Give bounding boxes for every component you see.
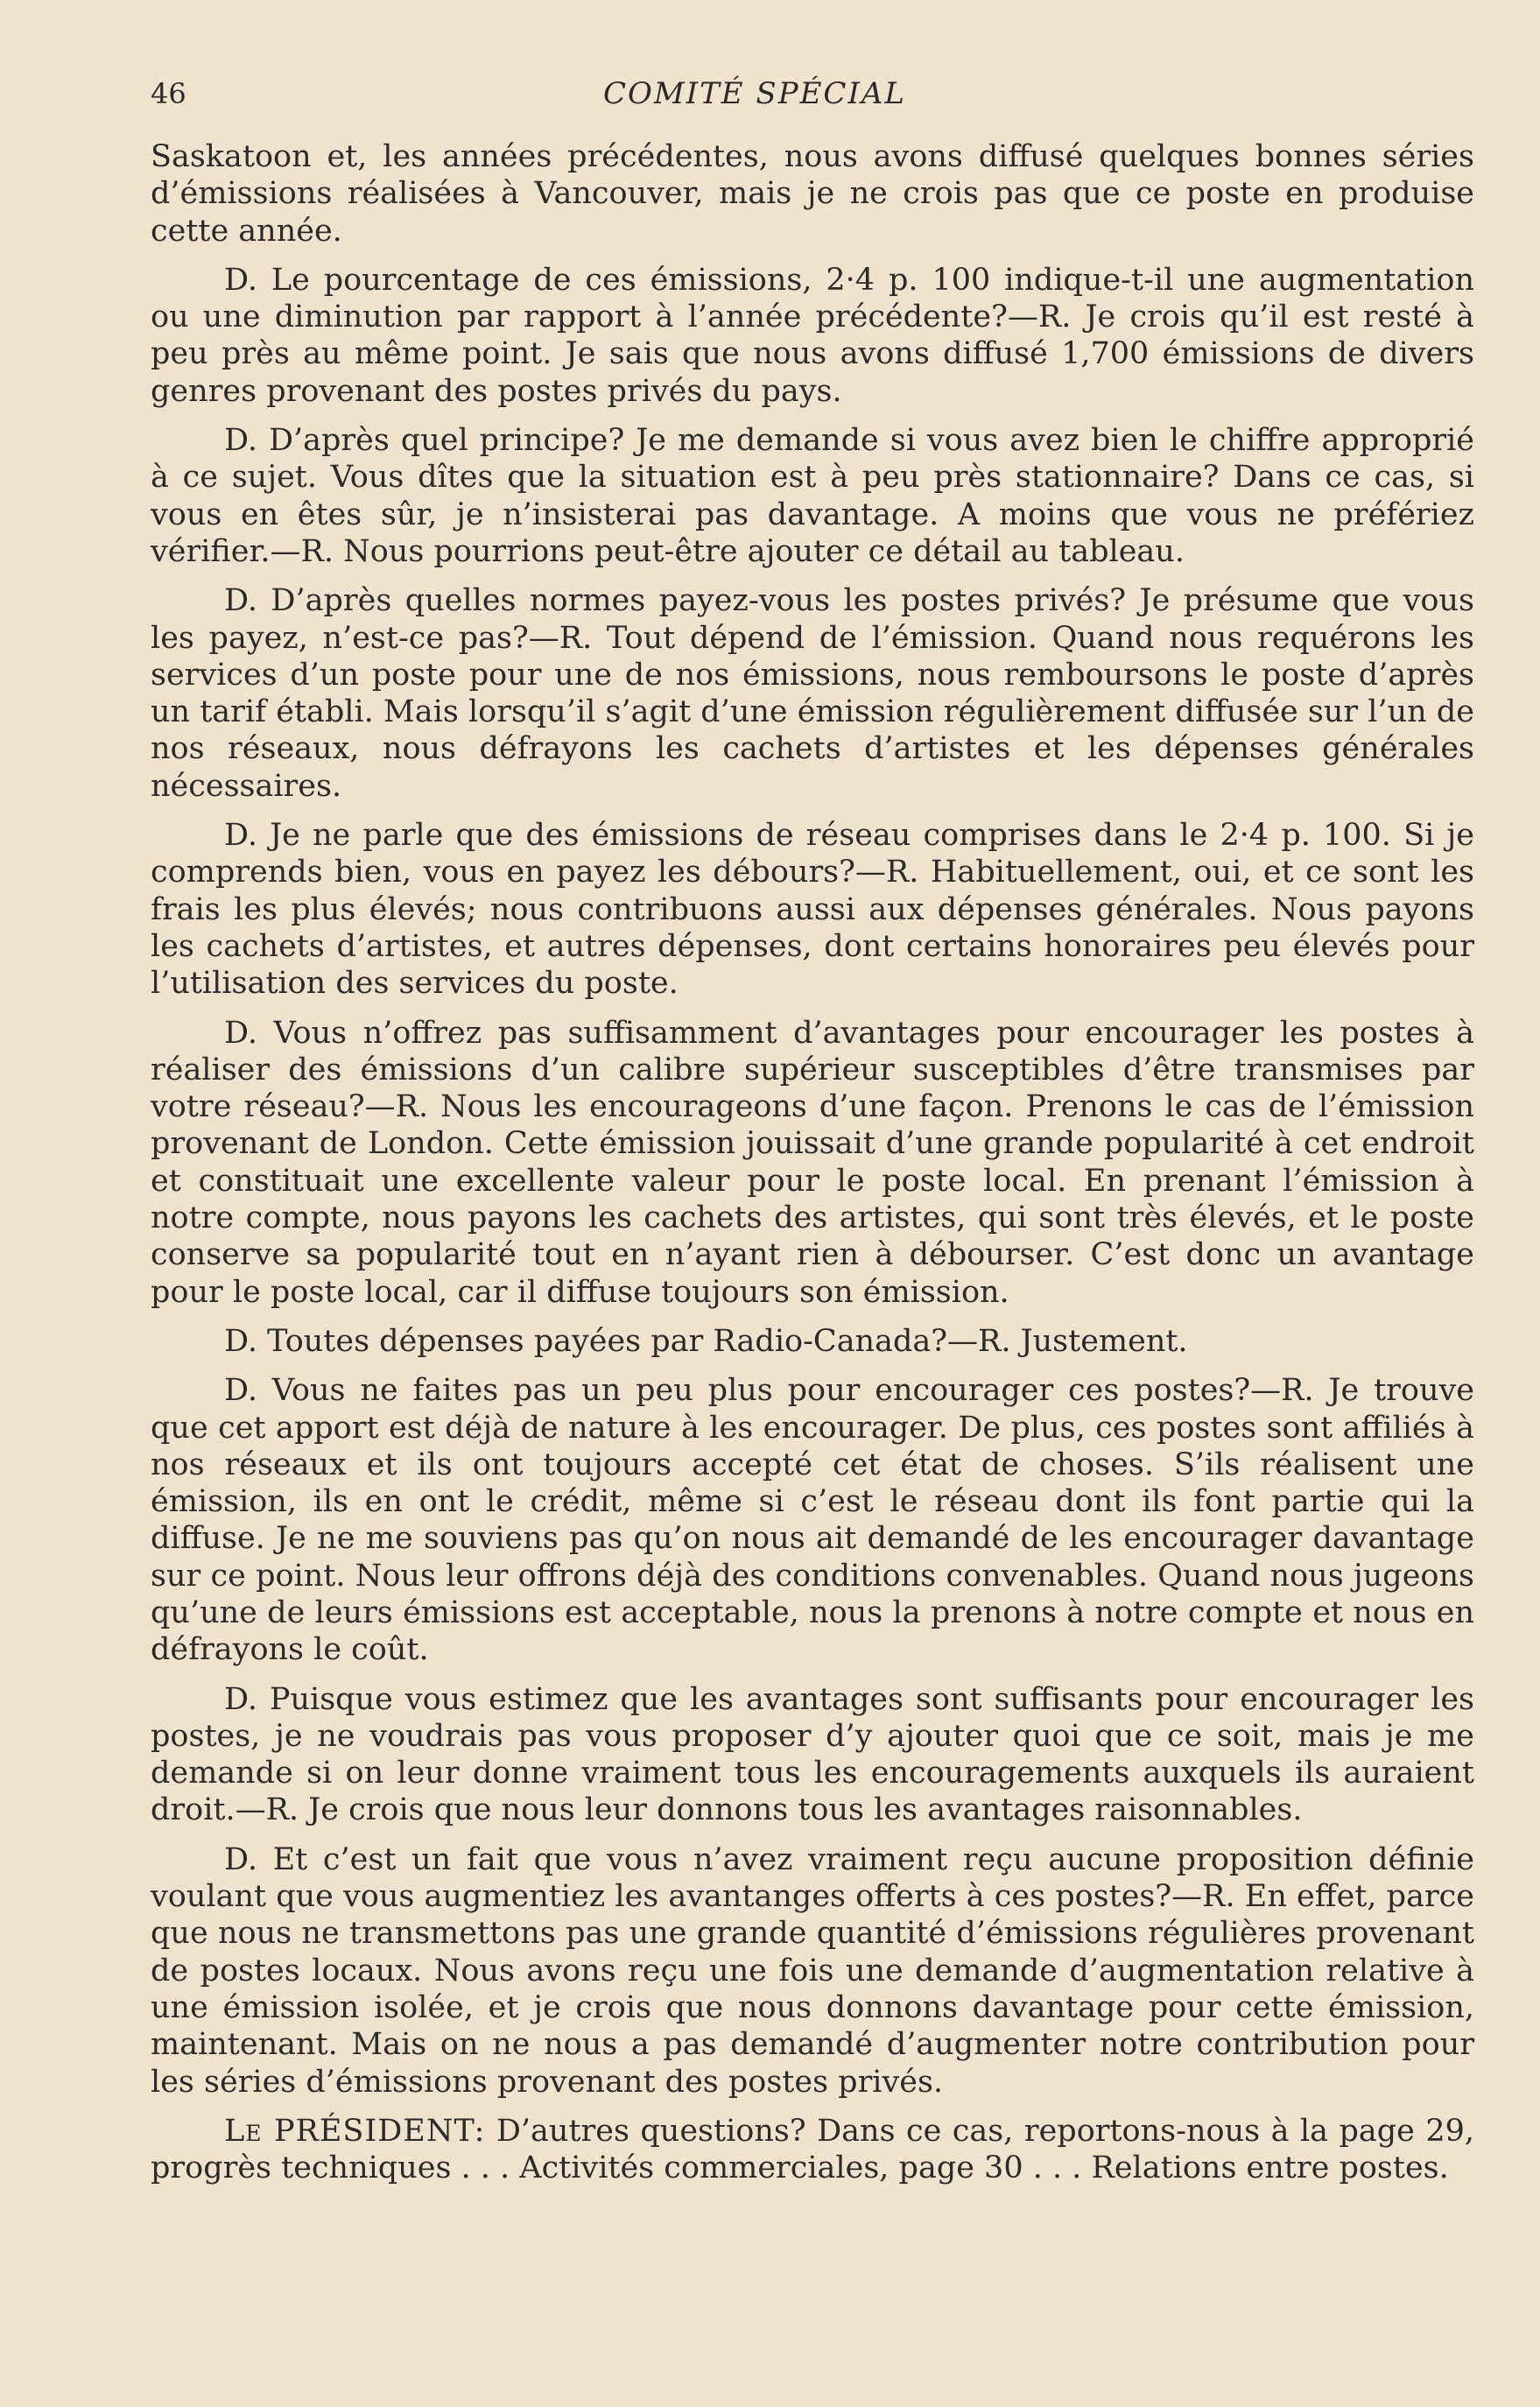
paragraph-question: D. D’après quel principe? Je me demande si vous avez bien le chiffre approprié à ce sujet. Vous dîtes que la situation est à peu près stationnaire? Dans ce cas, si vous en êtes sûr, je n’insisterai pas davantage. A moins que vous ne préfériez vérifier.—R. Nous pourrions peut-être ajouter ce détail au tableau. (151, 423, 1474, 569)
paragraph-question: D. Puisque vous estimez que les avantages sont suffisants pour encourager les postes, je ne voudrais pas vous proposer d’y ajouter quoi que ce soit, mais je me demande si on leur donne vraiment tous les encouragements auxquels ils auraient droit.—R. Je crois que nous leur donnons tous les avantages raisonnables. (151, 1681, 1474, 1828)
paragraph-question: D. Je ne parle que des émissions de réseau comprises dans le 2·4 p. 100. Si je comprends bien, vous en payez les débours?—R. Habituellement, oui, et ce sont les frais les plus élevés; nous contribuons aussi aux dépenses générales. Nous payons les cachets d’artistes, et autres dépenses, dont certains honoraires peu élevés pour l’utilisation des services du poste. (151, 818, 1474, 1002)
speaker-label: Le PRÉSIDENT: (224, 2113, 486, 2149)
paragraph-question: D. Vous ne faites pas un peu plus pour encourager ces postes?—R. Je trouve que cet apport est déjà de nature à les encourager. De plus, ces postes sont affiliés à nos réseaux et ils ont toujours accepté cet état de choses. S’ils réalisent une émission, ils en ont le crédit, même si c’est le réseau dont ils font partie qui la diffuse. Je ne me souviens pas qu’on nous ait demandé de les encourager davantage sur ce point. Nous leur offrons déjà des conditions convenables. Quand nous jugeons qu’une de leurs émissions est acceptable, nous la prenons à notre compte et nous en défrayons le coût. (151, 1373, 1474, 1668)
body-text (151, 138, 1474, 2199)
page-number: 46 (151, 77, 186, 110)
paragraph-question: D. Le pourcentage de ces émissions, 2·4 p. 100 indique-t-il une augmentation ou une diminution par rapport à l’année précédente?—R. Je crois qu’il est resté à peu près au même point. Je sais que nous avons diffusé 1,700 émissions de divers genres provenant des postes privés du pays. (151, 262, 1474, 409)
closing-text: D’autres questions? Dans ce cas, reportons-nous à la page 29, progrès techniques . . . Activités commerciales, page 30 . . . Relations entre postes. (151, 2113, 1474, 2186)
running-title: COMITÉ SPÉCIAL (602, 76, 906, 111)
paragraph-question: D. D’après quelles normes payez-vous les postes privés? Je présume que vous les payez, n’est-ce pas?—R. Tout dépend de l’émission. Quand nous requérons les services d’un poste pour une de nos émissions, nous remboursons le poste d’après un tarif établi. Mais lorsqu’il s’agit d’une émission régulièrement diffusée sur l’un de nos réseaux, nous défrayons les cachets d’artistes et les dépenses générales nécessaires. (151, 583, 1474, 804)
paragraph-question: D. Et c’est un fait que vous n’avez vraiment reçu aucune proposition définie voulant que vous augmentiez les avantanges offerts à ces postes?—R. En effet, parce que nous ne transmettons pas une grande quantité d’émissions régulières provenant de postes locaux. Nous avons reçu une fois une demande d’augmentation relative à une émission isolée, et je crois que nous donnons davantage pour cette émission, maintenant. Mais on ne nous a pas demandé d’augmenter notre contribution pour les séries d’émissions provenant des postes privés. (151, 1841, 1474, 2100)
paragraph-closing (151, 2113, 1474, 2187)
page-header (151, 72, 1481, 116)
paragraph-continuation: Saskatoon et, les années précédentes, nous avons diffusé quelques bonnes séries d’émissions réalisées à Vancouver, mais je ne crois pas que ce poste en produise cette année. (151, 139, 1474, 249)
paragraph-question: D. Vous n’offrez pas suffisamment d’avantages pour encourager les postes à réaliser des émissions d’un calibre supérieur susceptibles d’être transmises par votre réseau?—R. Nous les encourageons d’une façon. Prenons le cas de l’émission provenant de London. Cette émission jouissait d’une grande popularité à cet endroit et constituait une excellente valeur pour le poste local. En prenant l’émission à notre compte, nous payons les cachets des artistes, qui sont très élevés, et le poste conserve sa popularité tout en n’ayant rien à débourser. C’est donc un avantage pour le poste local, car il diffuse toujours son émission. (151, 1015, 1474, 1310)
paragraph-question: D. Toutes dépenses payées par Radio-Canada?—R. Justement. (224, 1323, 1188, 1359)
